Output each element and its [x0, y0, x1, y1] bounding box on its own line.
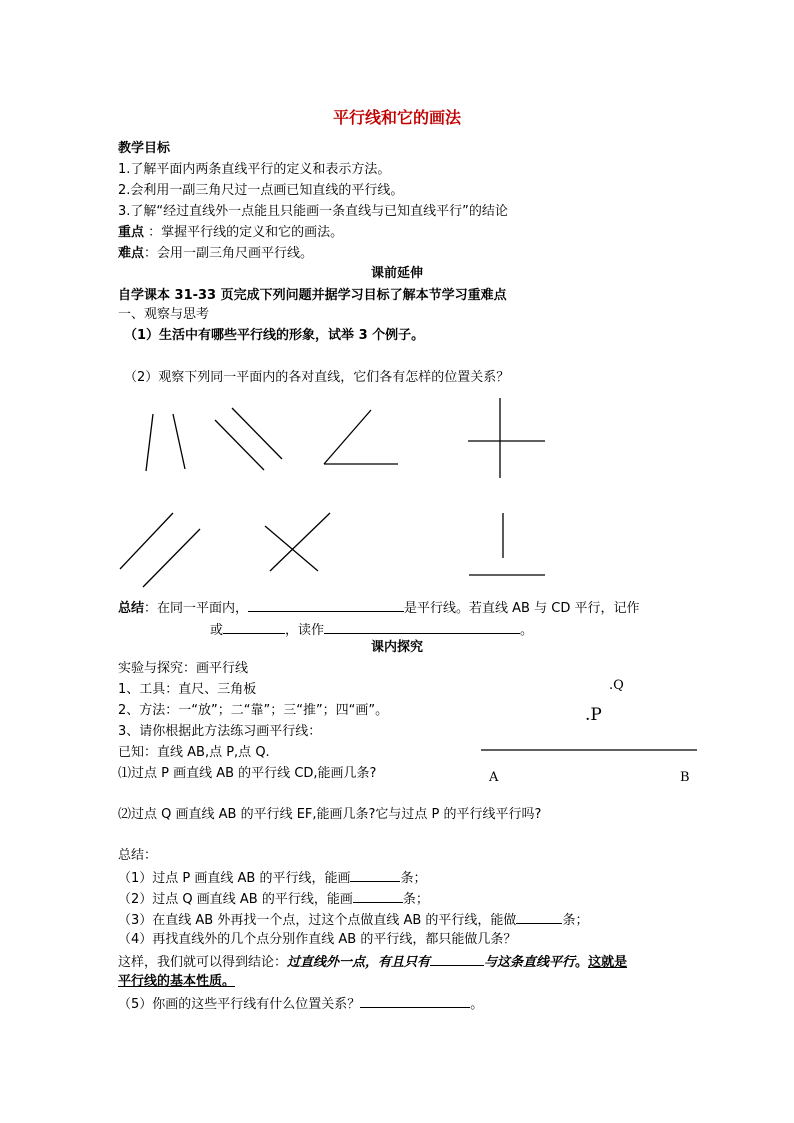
conclusion-mid: 。 [575, 955, 589, 970]
s5-text: （5）你画的这些平行线有什么位置关系？ [118, 997, 361, 1012]
summary-2-s3 [118, 911, 588, 929]
blank-conclusion[interactable] [430, 953, 484, 966]
point-q: .Q [609, 678, 624, 693]
summary-1-part4: ，读作 [285, 623, 325, 638]
question-1: （1）生活中有哪些平行线的形象，试举 3 个例子。 [124, 328, 425, 343]
page-title: 平行线和它的画法 [332, 108, 461, 127]
summary-2-heading: 总结： [118, 848, 158, 863]
conclusion-post1: 这就是 [588, 955, 628, 970]
exploration-q1: ⑴过点 P 画直线 AB 的平行线 CD,能画几条? [118, 766, 377, 781]
summary-2-s2 [118, 890, 429, 908]
blank-reading[interactable] [324, 621, 520, 634]
goal-item-2: 2.会利用一副三角尺过一点画已知直线的平行线。 [118, 183, 404, 198]
pair-parallel-diagonal [215, 408, 282, 470]
goal-item-3: 3.了解“经过直线外一点能且只能画一条直线与已知直线平行”的结论 [118, 204, 508, 219]
summary-2-s4: （4）再找直线外的几个点分别作直线 AB 的平行线，都只能做几条？ [118, 932, 517, 947]
method-text: 2、方法：一“放”；二“靠”；三“推”；四“画”。 [118, 703, 389, 718]
blank-s2[interactable] [353, 890, 403, 903]
blank-definition[interactable] [248, 599, 404, 612]
blank-s3[interactable] [516, 911, 562, 924]
difficulty-text: ：会用一副三角尺画平行线。 [144, 246, 314, 261]
pair-parallel-diagonal-2 [120, 513, 200, 587]
pre-class-instruction: 自学课本 31-33 页完成下列问题并据学习目标了解本节学习重难点 [118, 288, 507, 303]
given-text: 已知：直线 AB,点 P,点 Q. [118, 745, 270, 760]
s2-post: 条； [402, 892, 429, 907]
pre-class-heading: 课前延伸 [370, 266, 423, 281]
summary-1-part1: ：在同一平面内， [144, 601, 249, 616]
key-label: 重点 [118, 225, 145, 240]
point-p: .P [585, 705, 602, 725]
practice-text: 3、请你根据此方法练习画平行线： [118, 724, 322, 739]
goal-item-1: 1.了解平面内两条直线平行的定义和表示方法。 [118, 162, 391, 177]
in-class-heading: 课内探究 [370, 640, 423, 655]
pair-perpendicular-t [469, 513, 545, 575]
key-text: ：掌握平行线的定义和它的画法。 [144, 225, 344, 240]
parallel-basic-property: 平行线的基本性质。 [118, 974, 236, 989]
s1-post: 条； [400, 871, 427, 886]
label-b: B [680, 770, 690, 785]
section-observe: 一、观察与思考 [118, 307, 210, 322]
summary-2-s1 [118, 869, 426, 887]
difficulty-label: 难点 [118, 246, 145, 261]
blank-s1[interactable] [350, 869, 400, 882]
s1-text: （1）过点 P 画直线 AB 的平行线，能画 [118, 871, 351, 886]
conclusion-bi2: 与这条直线平行 [484, 955, 576, 970]
pair-x-cross [265, 513, 330, 571]
question-2: （2）观察下列同一平面内的各对直线，它们各有怎样的位置关系？ [124, 370, 510, 385]
s3-post: 条； [562, 913, 589, 928]
summary-2-s5 [118, 995, 483, 1013]
label-a: A [489, 770, 499, 785]
summary-1-part5: 。 [520, 623, 534, 638]
s3-text: （3）在直线 AB 外再找一个点，过这个点做直线 AB 的平行线，能做 [118, 913, 517, 928]
conclusion-line [118, 953, 627, 971]
exploration-q2: ⑵过点 Q 画直线 AB 的平行线 EF,能画几条?它与过点 P 的平行线平行吗? [118, 807, 542, 822]
experiment-title: 实验与探究：画平行线 [118, 661, 249, 676]
conclusion-pre: 这样，我们就可以得到结论： [118, 955, 288, 970]
tools-text: 1、工具：直尺、三角板 [118, 682, 257, 697]
goals-heading: 教学目标 [118, 141, 171, 156]
blank-s5[interactable] [360, 995, 470, 1008]
pair-perpendicular-cross [468, 398, 545, 478]
summary-1-part3: 或 [210, 623, 224, 638]
blank-notation[interactable] [223, 621, 285, 634]
summary-1-label: 总结 [118, 601, 145, 616]
conclusion-bi1: 过直线外一点，有且只有 [287, 955, 431, 970]
summary-1-part2: 是平行线。若直线 AB 与 CD 平行，记作 [404, 601, 640, 616]
s5-post: 。 [470, 997, 484, 1012]
s2-text: （2）过点 Q 画直线 AB 的平行线，能画 [118, 892, 353, 907]
summary-1-line-1 [118, 599, 639, 617]
pair-angle [324, 410, 398, 464]
pair-intersecting-far [146, 414, 185, 471]
summary-1-line-2 [210, 621, 533, 639]
